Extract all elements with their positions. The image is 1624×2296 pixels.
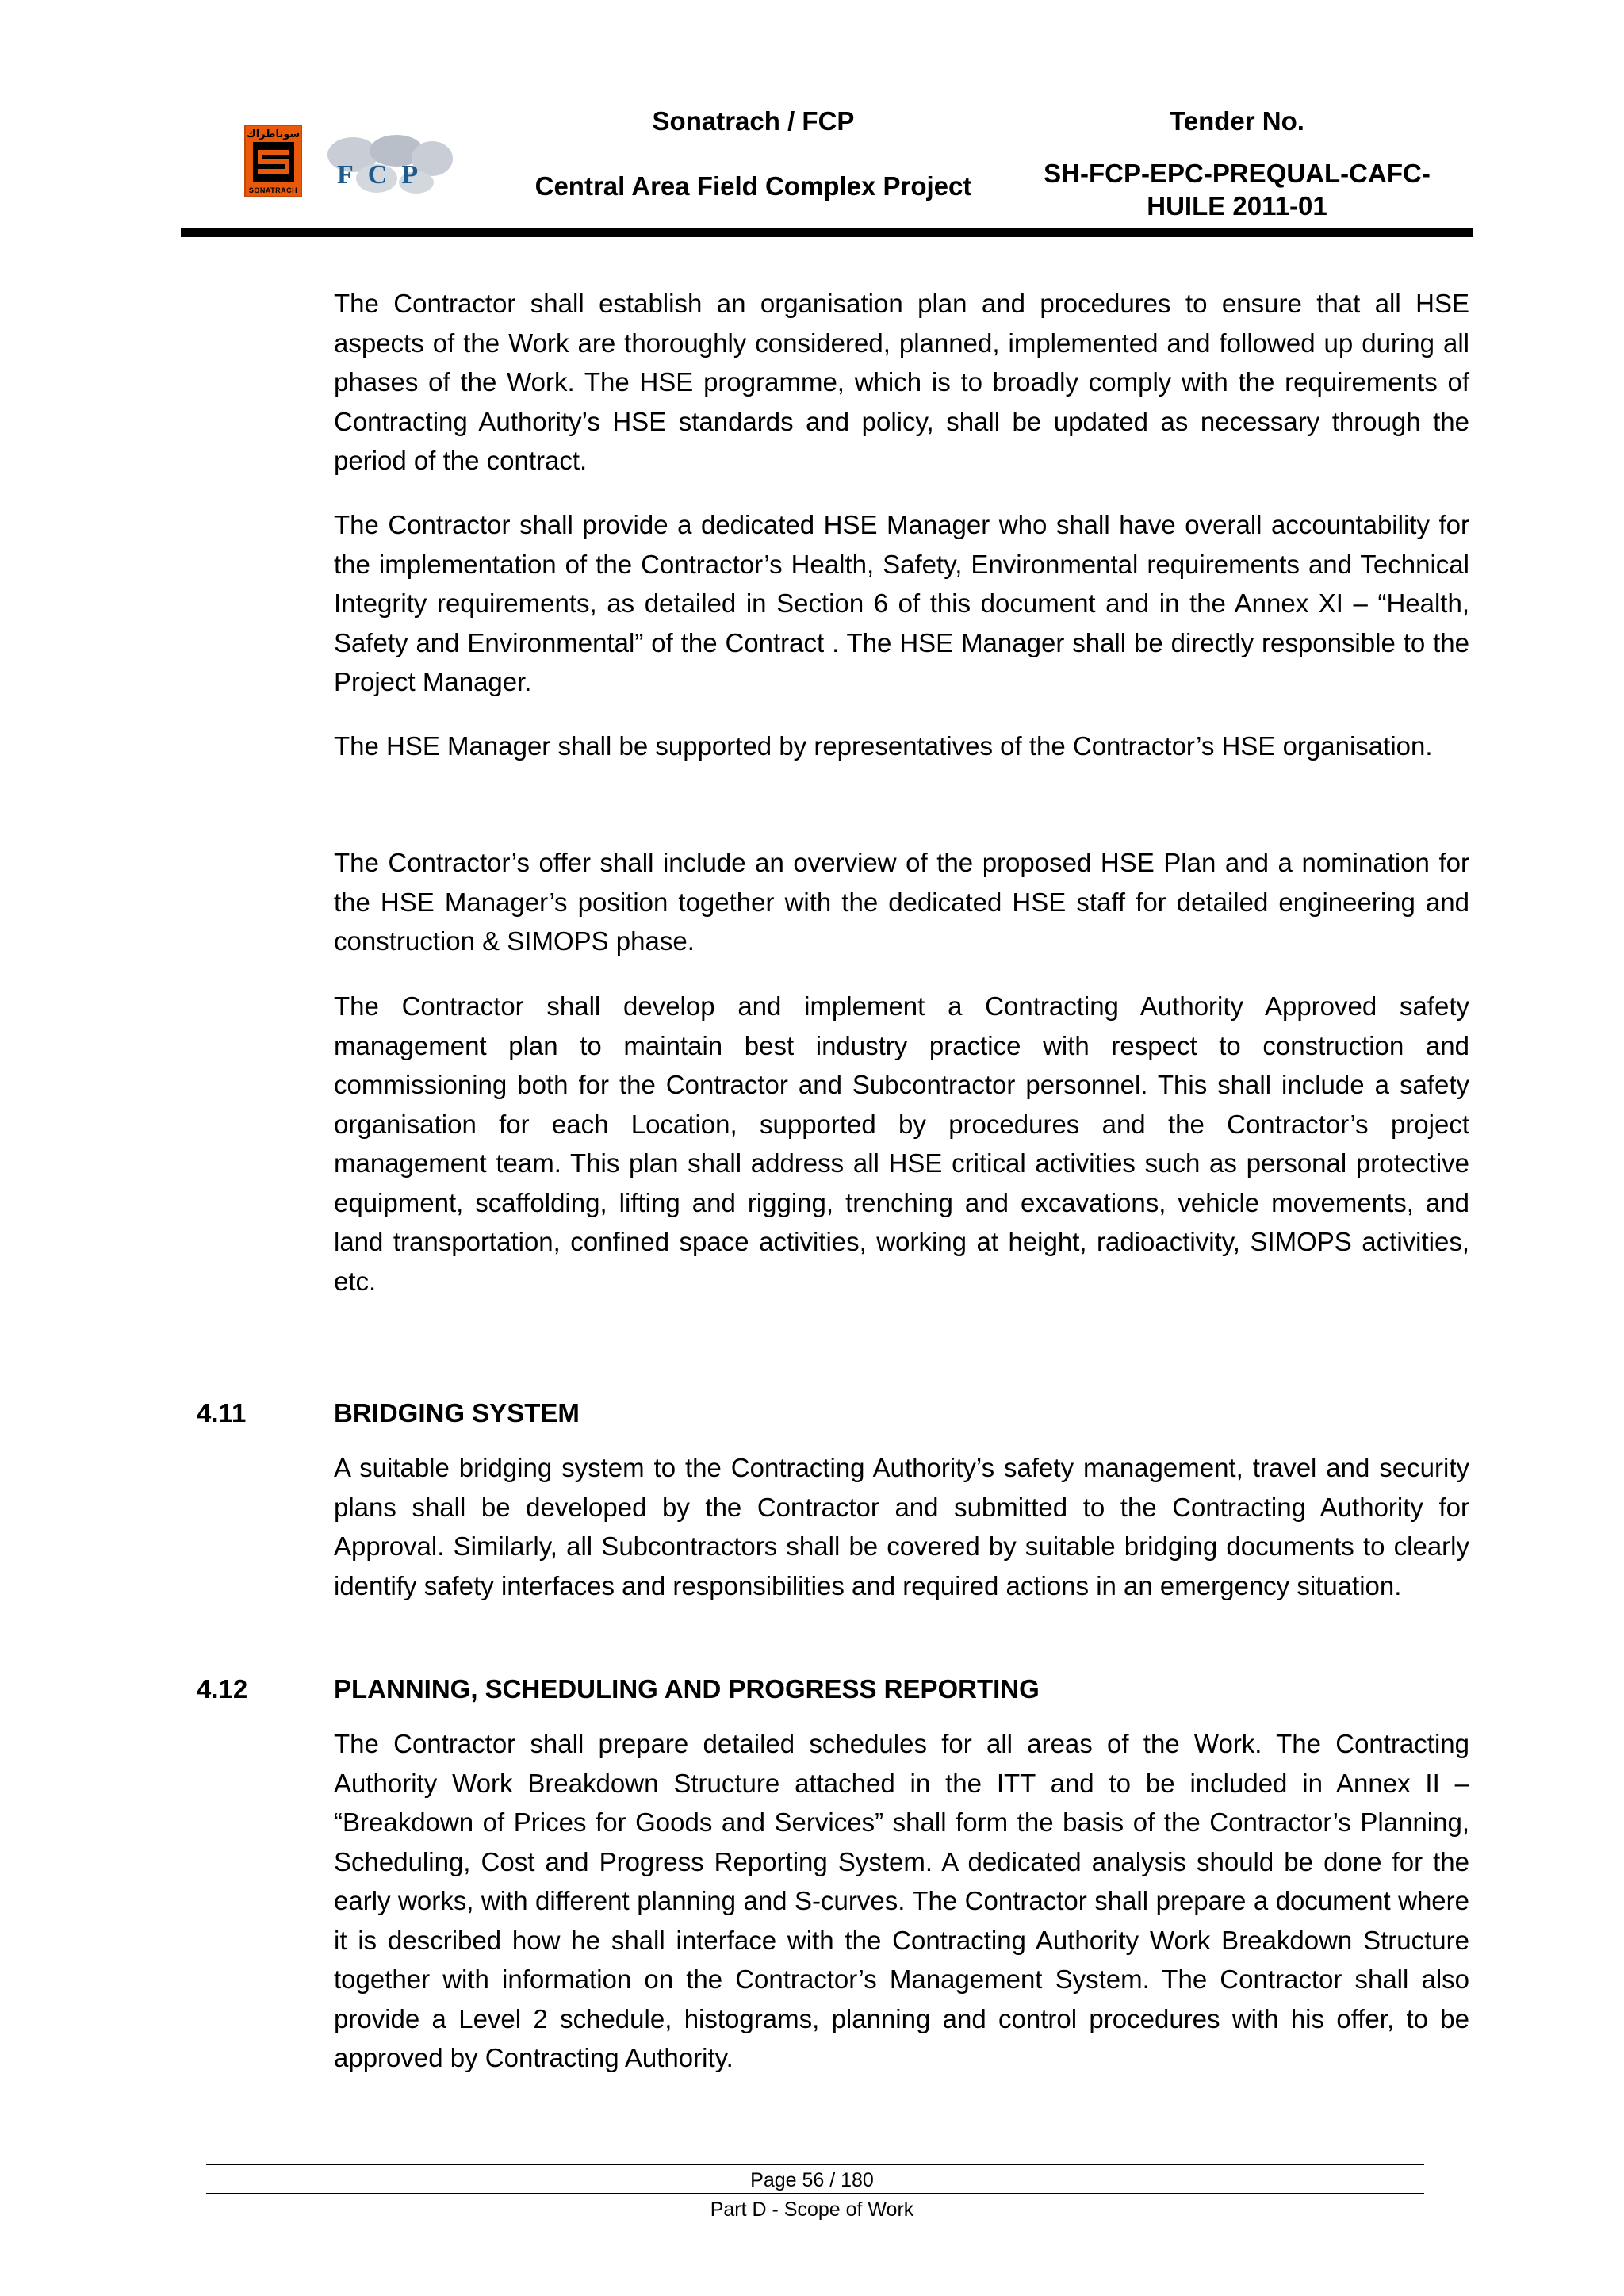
sonatrach-logo-arabic: سوناطراك bbox=[246, 128, 301, 140]
header-tender-label: Tender No. bbox=[1170, 106, 1304, 136]
section-number: 4.12 bbox=[197, 1674, 248, 1704]
header-divider bbox=[181, 228, 1473, 237]
header-title: Sonatrach / FCP bbox=[652, 106, 855, 136]
paragraph: The Contractor’s offer shall include an overview of the proposed HSE Plan and a nomination for the HSE Manager’s position together with the dedicated HSE staff for detailed engineering and construction & SIMOPS phase. bbox=[334, 848, 1469, 956]
sonatrach-logo bbox=[244, 125, 302, 197]
sonatrach-emblem-icon bbox=[253, 142, 294, 182]
paragraph: The HSE Manager shall be supported by representatives of the Contractor’s HSE organisation. bbox=[334, 731, 1433, 761]
section-title: BRIDGING SYSTEM bbox=[334, 1398, 580, 1428]
paragraph: The Contractor shall provide a dedicated HSE Manager who shall have overall accountability for the implementation of the Contractor’s Health, Safety, Environmental requirements and Technical Integrity requirements, as detailed in Section 6 of this document and in the Annex XI – “Health, Safety and Environmental” of the Contract . The HSE Manager shall be directly responsible to the Project Manager. bbox=[334, 510, 1469, 696]
page-header bbox=[0, 0, 1624, 238]
footer-page-number: Page 56 / 180 bbox=[750, 2169, 874, 2191]
fcp-logo-letters: FCP bbox=[337, 160, 433, 190]
footer-divider-bottom bbox=[206, 2193, 1424, 2194]
paragraph: The Contractor shall establish an organisation plan and procedures to ensure that all HSE aspects of the Work are thoroughly considered, planned, implemented and followed up during all phases of the Work. The HSE programme, which is to broadly comply with the requirements of Contracting Authority’s HSE standards and policy, shall be updated as necessary through the period of the contract. bbox=[334, 289, 1469, 475]
footer-part: Part D - Scope of Work bbox=[710, 2198, 914, 2221]
sonatrach-logo-word: SONATRACH bbox=[248, 186, 298, 194]
section-title: PLANNING, SCHEDULING AND PROGRESS REPORTING bbox=[334, 1674, 1040, 1704]
section-number: 4.11 bbox=[197, 1398, 247, 1428]
paragraph: The Contractor shall develop and implement a Contracting Authority Approved safety management plan to maintain best industry practice with respect to construction and commissioning both for the Contractor and Subcontractor personnel. This shall include a safety organisation for each Location, supported by procedures and the Contractor’s project management team. This plan shall address all HSE critical activities such as personal protective equipment, scaffolding, lifting and rigging, trenching and excavations, vehicle movements, and land transportation, confined space activities, working at height, radioactivity, SIMOPS activities, etc. bbox=[334, 991, 1469, 1296]
header-project: Central Area Field Complex Project bbox=[534, 171, 972, 201]
fcp-logo bbox=[321, 127, 456, 202]
footer-divider-top bbox=[206, 2164, 1424, 2165]
header-tender-number: SH-FCP-EPC-PREQUAL-CAFC-HUILE 2011-01 bbox=[1044, 159, 1431, 220]
section-text: The Contractor shall prepare detailed schedules for all areas of the Work. The Contracting Authority Work Breakdown Structure attached in the ITT and to be included in Annex II – “Breakdown of Prices for Goods and Services” shall form the basis of the Contractor’s Planning, Scheduling, Cost and Progress Reporting System. A dedicated analysis should be done for the early works, with different planning and S-curves. The Contractor shall prepare a document where it is described how he shall interface with the Contracting Authority Work Breakdown Structure together with information on the Contractor’s Management System. The Contractor shall also provide a Level 2 schedule, histograms, planning and control procedures with his offer, to be approved by Contracting Authority. bbox=[334, 1729, 1469, 2072]
section-text: A suitable bridging system to the Contracting Authority’s safety management, travel and security plans shall be developed by the Contractor and submitted to the Contracting Authority for Approval. Similarly, all Subcontractors shall be covered by suitable bridging documents to clearly identify safety interfaces and responsibilities and required actions in an emergency situation. bbox=[334, 1453, 1469, 1600]
